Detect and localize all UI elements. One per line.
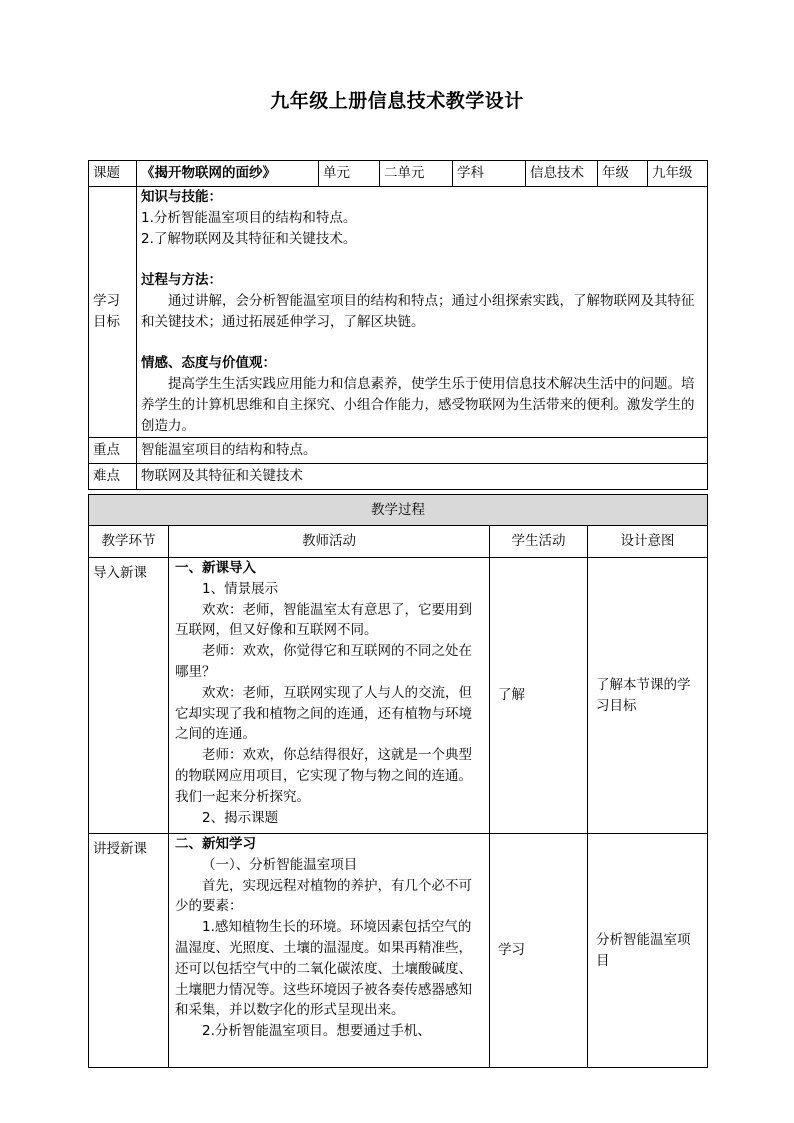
difficulty-label: 难点 [89,463,137,489]
emotion-text: 提高学生生活实践应用能力和信息素养，使学生乐于使用信息技术解决生活中的问题。培养学生的计算机思维和自主探究、小组合作能力，感受物联网为生活带来的便利。激发学生的创造力。 [141,376,695,434]
course-info-table [88,160,708,490]
goals-row [89,187,708,438]
activity-line: （一）、分析智能温室项目 [202,856,358,873]
student-activity-cell: 了解 [490,558,588,834]
process-heading: 过程与方法： [141,272,222,289]
header-student: 学生活动 [490,526,588,558]
unit-label: 单元 [319,161,380,187]
teaching-process-table [88,494,708,1068]
subject-label: 学科 [453,161,526,187]
teacher-activity-cell [169,834,490,1068]
header-intent: 设计意图 [588,526,708,558]
grade-label: 年级 [598,161,648,187]
activity-line: 老师：欢欢，你觉得它和互联网的不同之处在哪里？ [175,643,472,680]
stage-cell: 导入新课 [89,558,169,834]
activity-line: 2、揭示课题 [202,809,279,826]
goals-label: 学习目标 [89,187,137,438]
topic-label: 课题 [89,161,137,187]
subject-value: 信息技术 [526,161,598,187]
knowledge-item: 2.了解物联网及其特征和关键技术。 [141,230,357,247]
header-stage: 教学环节 [89,526,169,558]
activity-line: 1、情景展示 [202,580,279,597]
section-heading: 二、新知学习 [175,836,256,852]
emotion-heading: 情感、态度与价值观： [141,355,276,372]
activity-line: 欢欢：老师，互联网实现了人与人的交流，但它却实现了我和植物之间的连通，还有植物与环境之间的连通。 [175,684,472,743]
activity-line: 老师：欢欢，你总结得很好，这就是一个典型的物联网应用项目，它实现了物与物之间的连通。我们一起来分析探究。 [175,747,472,805]
process-header-row [89,526,708,558]
info-row [89,161,708,187]
key-point-value: 智能温室项目的结构和特点。 [137,437,708,463]
activity-line: 2.分析智能温室项目。想要通过手机、 [202,1023,431,1040]
header-teacher: 教师活动 [169,526,490,558]
intent-cell: 分析智能温室项目 [588,834,708,1068]
grade-value: 九年级 [648,161,708,187]
topic-value: 《揭开物联网的面纱》 [137,161,319,187]
key-point-row [89,437,708,463]
unit-value: 二单元 [380,161,453,187]
goals-content [137,187,708,438]
process-row-intro [89,558,708,834]
teacher-activity-cell [169,558,490,834]
student-activity-cell: 学习 [490,834,588,1068]
key-point-label: 重点 [89,437,137,463]
process-text: 通过讲解，会分析智能温室项目的结构和特点；通过小组探索实践，了解物联网及其特征和关键技术；通过拓展延伸学习，了解区块链。 [141,292,695,330]
difficulty-value: 物联网及其特征和关键技术 [137,463,708,489]
activity-line: 1.感知植物生长的环境。环境因素包括空气的温湿度、光照度、土壤的温湿度。如果再精准些，还可以包括空气中的二氧化碳浓度、土壤酸碱度、土壤肥力情况等。这些环境因子被各奏传感器感知和采集，并以数字化的形式呈现出来。 [175,919,472,1019]
stage-cell: 讲授新课 [89,834,169,1068]
difficulty-row [89,463,708,489]
activity-line: 首先，实现远程对植物的养护，有几个必不可少的要素： [175,877,472,915]
knowledge-heading: 知识与技能： [141,189,222,205]
process-row-new-lesson [89,834,708,1068]
process-band-title: 教学过程 [89,495,708,526]
section-heading: 一、新课导入 [175,560,256,576]
document-title: 九年级上册信息技术教学设计 [270,90,524,112]
activity-line: 欢欢：老师，智能温室太有意思了，它要用到互联网，但又好像和互联网不同。 [175,601,472,639]
knowledge-item: 1.分析智能温室项目的结构和特点。 [141,209,357,226]
intent-cell: 了解本节课的学习目标 [588,558,708,834]
